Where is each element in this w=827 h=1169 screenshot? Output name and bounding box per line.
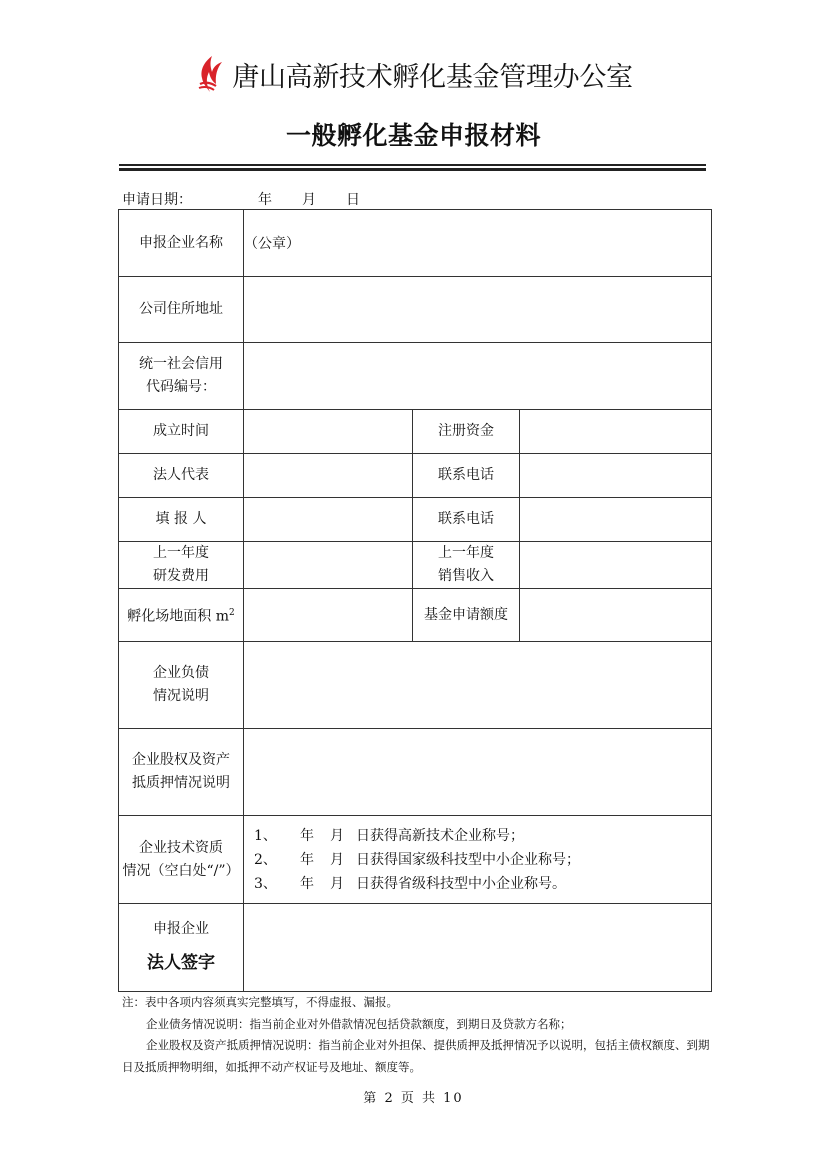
qualification-item-text: 日获得国家级科技型中小企业称号； [356,851,580,868]
sales-label [413,542,520,589]
sales-label-line2: 销售收入 [438,568,494,584]
row-company-name [119,210,712,277]
credit-code-label-line2: 代码编号： [146,379,216,395]
footer-prefix: 第 [363,1091,379,1106]
title-divider-top [119,164,706,166]
date-month: 月 [302,192,316,208]
row-rd-sales [119,542,712,589]
qualification-item-month: 月 [330,827,344,844]
founded-field[interactable] [244,410,413,454]
signature-label-line2: 法人签字 [147,952,215,973]
fund-amount-label: 基金申请额度 [413,589,520,642]
qualification-item [244,824,711,848]
company-name-label: 申报企业名称 [119,210,244,277]
row-signature [119,904,712,992]
credit-code-label [119,343,244,410]
qualification-item-number: 2、 [254,851,277,868]
note-line-2: 企业债务情况说明：指当前企业对外借款情况包括贷款额度，到期日及贷款方名称； [146,1016,572,1031]
application-form-table [118,209,712,992]
qualification-item-year: 年 [300,827,314,844]
row-area-fund [119,589,712,642]
rd-cost-label-line2: 研发费用 [153,568,209,584]
qualification-item-year: 年 [300,875,314,892]
pledge-label-line2: 抵质押情况说明 [132,775,230,791]
rd-cost-field[interactable] [244,542,413,589]
pledge-field[interactable] [244,729,712,816]
debt-label-line1: 企业负债 [153,665,209,681]
logo-flame-icon [194,54,226,94]
note-line-3: 企业股权及资产抵质押情况说明：指当前企业对外担保、提供质押及抵押情况予以说明，包括主债权额度、到期日及抵质押物明细，如抵押不动产权证号及地址、额度等。 [122,1038,710,1074]
legal-rep-field[interactable] [244,454,413,498]
row-legal-rep [119,454,712,498]
phone2-field[interactable] [520,498,712,542]
form-notes [122,992,712,1078]
date-label: 申请日期： [122,192,192,208]
date-year: 年 [258,192,272,208]
row-pledge [119,729,712,816]
phone1-label: 联系电话 [413,454,520,498]
pledge-label-line1: 企业股权及资产 [132,752,230,768]
signature-label-line1: 申报企业 [153,920,209,937]
address-label: 公司住所地址 [119,277,244,343]
qualification-item-month: 月 [330,851,344,868]
row-address [119,277,712,343]
row-founded-capital [119,410,712,454]
founded-label: 成立时间 [119,410,244,454]
sales-field[interactable] [520,542,712,589]
rd-cost-label-line1: 上一年度 [153,545,209,561]
qualification-item-number: 3、 [254,875,277,892]
qualification-item-text: 日获得省级科技型中小企业称号。 [356,875,566,892]
qualification-item-text: 日获得高新技术企业称号； [356,827,524,844]
signature-label [119,904,244,992]
debt-label-line2: 情况说明 [153,688,209,704]
filler-label: 填 报 人 [119,498,244,542]
qualification-field[interactable] [244,816,712,904]
footer-page-number: 2 [384,1091,395,1106]
debt-field[interactable] [244,642,712,729]
qualification-item-number: 1、 [254,827,277,844]
legal-rep-label: 法人代表 [119,454,244,498]
row-credit-code [119,343,712,410]
row-qualification [119,816,712,904]
signature-field[interactable] [244,904,712,992]
document-title: 一般孵化基金申报材料 [285,121,541,150]
pledge-label [119,729,244,816]
qualification-label [119,816,244,904]
company-name-field[interactable]: （公章） [244,210,712,277]
phone1-field[interactable] [520,454,712,498]
qualification-item [244,848,711,872]
application-date-row [122,189,422,209]
page-header [0,52,827,96]
registered-capital-field[interactable] [520,410,712,454]
rd-cost-label [119,542,244,589]
phone2-label: 联系电话 [413,498,520,542]
row-filler [119,498,712,542]
registered-capital-label: 注册资金 [413,410,520,454]
sales-label-line1: 上一年度 [438,545,494,561]
row-debt [119,642,712,729]
note-line-1: 注：表中各项内容须真实完整填写，不得虚报、漏报。 [122,995,398,1009]
fund-amount-field[interactable] [520,589,712,642]
title-divider-bottom [119,168,706,171]
debt-label [119,642,244,729]
footer-total-pages: 10 [443,1091,464,1106]
qualification-item-year: 年 [300,851,314,868]
footer-middle: 页 共 [400,1091,438,1106]
address-field[interactable] [244,277,712,343]
date-day: 日 [346,192,360,208]
credit-code-field[interactable] [244,343,712,410]
qualification-label-line2: 情况（空白处“/”） [122,862,240,879]
filler-field[interactable] [244,498,413,542]
area-label-sup: 2 [229,607,235,618]
qualification-item-month: 月 [330,875,344,892]
page-footer [0,1087,827,1106]
qualification-item [244,872,711,896]
area-label-text: 孵化场地面积 m [127,608,229,625]
qualification-label-line1: 企业技术资质 [139,839,223,856]
org-name: 唐山高新技术孵化基金管理办公室 [232,61,633,93]
area-field[interactable] [244,589,413,642]
area-label [119,589,244,642]
credit-code-label-line1: 统一社会信用 [139,356,223,372]
